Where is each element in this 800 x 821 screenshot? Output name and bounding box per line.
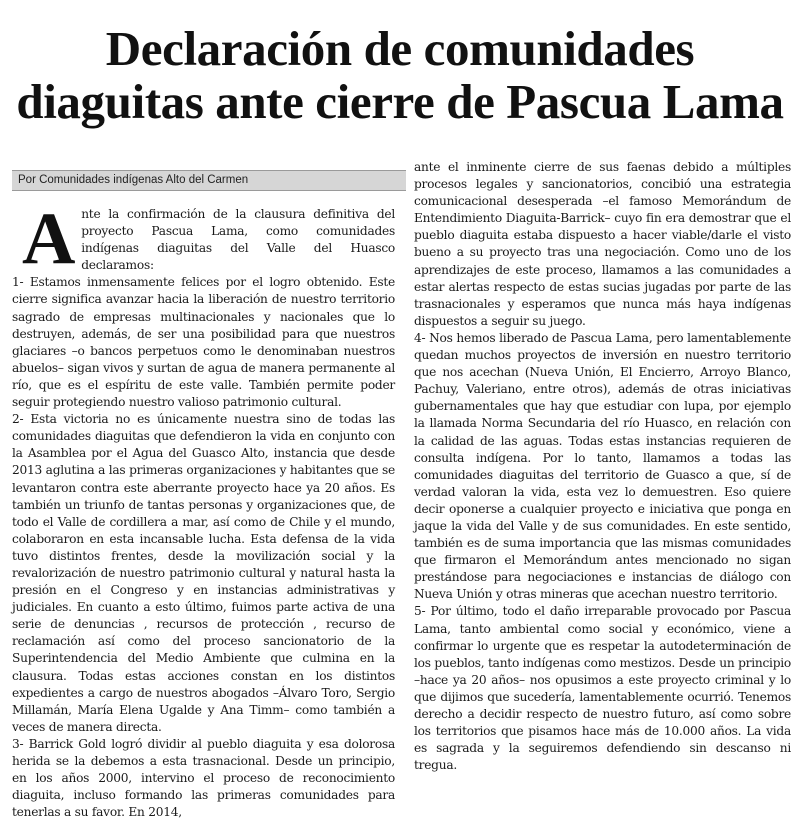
paragraph-point-2: 2- Esta victoria no es únicamente nuestra sino de todas las comunidades diaguitas que defendieron la vida en conjunto con la Asamblea por el Agua del Guasco Alto, instancia que desde 2013 aglutina a las primeras organizaciones y habitantes que se levantaron contra este aberrante proyecto hace ya 20 años. Es también un triunfo de tantas personas y organizaciones que, de todo el Valle de cordillera a mar, así como de Chile y el mundo, colaboraron en esta incansable lucha. Esta defensa de la vida tuvo distintos frentes, desde la movilización social y la revalorización de nuestro patrimonio cultural y natural hasta la presión en el Congreso y en instancias administrativas y judiciales. En cuanto a esto último, fuimos parte activa de una serie de denuncias , recursos de protección , recurso de reclamación así como del proceso sancionatorio de la Superintendencia del Medio Ambiente que culmina en la clausura. Todas estas acciones constan en los distintos expedientes a cargo de nuestros abogados –Álvaro Toro, Sergio Millamán, María Elena Ugalde y Ana Timm– como también a veces de manera directa. xyxy=(12,412,395,734)
paragraph-point-1: 1- Estamos inmensamente felices por el logro obtenido. Este cierre significa avanzar hacia la liberación de nuestro territorio sagrado de empresas multinacionales y nacionales que lo destruyen, además, de ser una posibilidad para que nuestros glaciares –o bancos perpetuos como le denominaban nuestros abuelos– sigan vivos y surtan de agua de manera permanente al río, que es el espíritu de este valle. También permite poder seguir protegiendo nuestro valioso patrimonio cultural. xyxy=(12,275,395,410)
article-column-left xyxy=(12,198,395,821)
headline-line-2: diaguitas ante cierre de Pascua Lama xyxy=(16,74,784,129)
headline-line-1: Declaración de comunidades xyxy=(105,21,695,76)
paragraph-point-3-start: 3- Barrick Gold logró dividir al pueblo diaguita y esa dolorosa herida se la debemos a esta trasnacional. Desde un principio, en los años 2000, intervino el proceso de reconocimiento diaguita, incluso formando las primeras comunidades para tenerlas a su favor. En 2014, xyxy=(12,736,395,820)
byline-bar xyxy=(12,170,406,191)
headline xyxy=(0,22,800,128)
paragraph-point-5: 5- Por último, todo el daño irreparable provocado por Pascua Lama, tanto ambiental como social y económico, viene a confirmar lo urgente que es respetar la autodeterminación de los pueblos, tanto indígenas como mestizos. Desde un principio –hace ya 20 años– nos opusimos a este proyecto criminal y lo que dijimos que sucedería, lamentablemente ocurrió. Tenemos derecho a decidir respecto de nuestro futuro, así como sobre los territorios que pisamos hace más de 10.000 años. La vida es sagrada y la seguiremos defendiendo sin descanso ni tregua. xyxy=(414,604,791,773)
paragraph-point-3-end: ante el inminente cierre de sus faenas debido a múltiples procesos legales y sancionatorios, concibió una estrategia comunicacional desesperada –el famoso Memorándum de Entendimiento Diaguita-Barrick– cuyo fin era demostrar que el pueblo diaguita estaba dispuesto a hacer viable/darle el visto bueno a su proyecto tras una negociación. Como uno de los aprendizajes de este proceso, llamamos a las comunidades a estar alertas respecto de estas sucias jugadas por parte de las trasnacionales y esperamos que nunca más haya indígenas dispuestos a seguir su juego. xyxy=(414,160,791,328)
paragraph-point-4: 4- Nos hemos liberado de Pascua Lama, pero lamentablemente quedan muchos proyectos de inversión en nuestro territorio que nos acechan (Nueva Unión, El Encierro, Arroyo Blanco, Pachuy, Valeriano, entre otros), además de otras iniciativas gubernamentales que hay que estudiar con lupa, por ejemplo la llamada Norma Secundaria del río Huasco, en relación con la calidad de las aguas. Todas estas instancias requieren de consulta indígena. Por lo tanto, llamamos a todas las comunidades diaguitas del territorio de Guasco a que, sí de verdad valoran la vida, esta vez lo demuestren. Eso quiere decir oponerse a cualquier proyecto e iniciativa que ponga en jaque la vida del Valle y de sus comunidades. En este sentido, también es de suma importancia que las mismas comunidades que firmaron el Memorándum antes mencionado no sigan prestándose para negociaciones e instancias de diálogo con Nueva Unión y otras mineras que acechan nuestro territorio. xyxy=(414,330,791,602)
byline: Por Comunidades indígenas Alto del Carmen xyxy=(18,174,249,186)
drop-cap: A xyxy=(22,198,76,280)
paragraph-intro: nte la confirmación de la clausura definitiva del proyecto Pascua Lama, como comunidades indígenas diaguitas del Valle del Huasco declaramos: xyxy=(81,207,395,273)
article-column-right xyxy=(414,159,791,774)
